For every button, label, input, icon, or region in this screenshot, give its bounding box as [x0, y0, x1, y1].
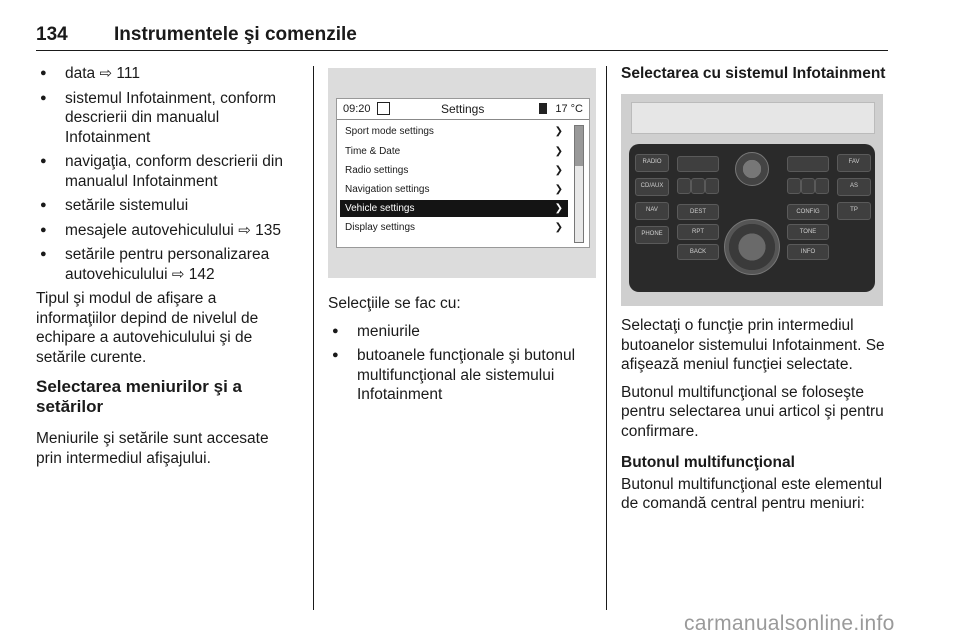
- page-number: 134: [36, 24, 68, 45]
- chevron-right-icon: ❯: [554, 184, 563, 195]
- paragraph: Butonul multifuncţional se foloseşte pentru selectarea unui articol şi pentru confirmare.: [621, 383, 884, 440]
- paragraph: Butonul multifuncţional este elementul de comandă central pentru meniuri:: [621, 475, 883, 512]
- column-divider: [606, 66, 607, 610]
- radio-button[interactable]: RADIO: [635, 154, 669, 172]
- list-item: ● data ⇨ 111: [36, 64, 298, 84]
- chevron-right-icon: ❯: [554, 203, 563, 214]
- info-button[interactable]: INFO: [787, 244, 829, 260]
- volume-knob-icon: [735, 152, 769, 186]
- section-heading: Selectarea cu sistemul Infotainment: [621, 65, 886, 82]
- chevron-right-icon: ❯: [554, 165, 563, 176]
- paragraph: Meniurile şi setările sunt accesate prin intermediul afişajului.: [36, 430, 269, 467]
- chapter-title: Instrumentele şi comenzile: [114, 24, 357, 45]
- console-panel: [629, 144, 875, 292]
- column-left: [36, 64, 298, 476]
- preset-button[interactable]: [815, 178, 829, 194]
- as-button[interactable]: AS: [837, 178, 871, 196]
- rpt-button[interactable]: RPT: [677, 224, 719, 240]
- page-header: [36, 12, 888, 51]
- phone-button[interactable]: PHONE: [635, 226, 669, 244]
- tone-button[interactable]: TONE: [787, 224, 829, 240]
- infotainment-console-figure: [621, 94, 883, 306]
- subsection-heading: Butonul multifuncţional: [621, 454, 795, 471]
- column-middle: [328, 68, 596, 410]
- page-ref: 135: [255, 221, 281, 239]
- watermark: carmanualsonline.info: [684, 612, 895, 635]
- cd-aux-button[interactable]: CD/AUX: [635, 178, 669, 196]
- chevron-right-icon: ❯: [554, 146, 563, 157]
- dest-button[interactable]: DEST: [677, 204, 719, 220]
- tp-button[interactable]: TP: [837, 202, 871, 220]
- feature-list: [36, 64, 298, 284]
- multifunction-knob-icon: [724, 219, 780, 275]
- settings-screen-figure: [328, 68, 596, 278]
- console-vent: [631, 102, 875, 134]
- seek-back-button[interactable]: [677, 156, 719, 172]
- list-item: ● sistemul Infotainment, conform descrierii din manualul Infotainment: [36, 89, 298, 148]
- back-button[interactable]: BACK: [677, 244, 719, 260]
- screen-scrollbar[interactable]: [574, 125, 584, 243]
- section-heading: Selectarea meniurilor şi a setărilor: [36, 377, 242, 416]
- screen-time: 09:20: [343, 103, 371, 115]
- screen-title: Settings: [441, 102, 485, 116]
- page-ref: 111: [116, 65, 140, 82]
- preset-button[interactable]: [691, 178, 705, 194]
- menu-item-vehicle[interactable]: Vehicle settings ❯: [340, 200, 568, 217]
- menu-item-sport-mode[interactable]: Sport mode settings ❯: [340, 123, 568, 140]
- page-ref-arrow-icon: ⇨: [99, 65, 113, 82]
- chevron-right-icon: ❯: [554, 126, 563, 137]
- scroll-thumb[interactable]: [575, 126, 583, 166]
- column-divider: [313, 66, 314, 610]
- preset-button[interactable]: [801, 178, 815, 194]
- chevron-right-icon: ❯: [554, 222, 563, 233]
- paragraph: Selectaţi o funcţie prin intermediul butoanelor sistemului Infotainment. Se afişează meniul funcţiei selectate.: [621, 317, 885, 373]
- preset-button[interactable]: [677, 178, 691, 194]
- temperature-icon: [539, 103, 547, 114]
- preset-button[interactable]: [787, 178, 801, 194]
- list-item: ● mesajele autovehiculului ⇨ 135: [36, 221, 298, 241]
- screen-status-bar: [337, 99, 589, 120]
- screen-temperature: 17 °C: [555, 103, 583, 115]
- page-ref: 142: [188, 265, 215, 283]
- nav-button[interactable]: NAV: [635, 202, 669, 220]
- page-ref-arrow-icon: ⇨: [171, 265, 185, 283]
- menu-item-display[interactable]: Display settings ❯: [340, 219, 568, 236]
- menu-item-radio[interactable]: Radio settings ❯: [340, 162, 568, 179]
- menu-item-time-date[interactable]: Time & Date ❯: [340, 143, 568, 160]
- paragraph: Tipul şi modul de afişare a informaţiilor depind de nivelul de echipare a autovehiculului şi de setările curente.: [36, 290, 259, 366]
- page-ref-arrow-icon: ⇨: [238, 221, 251, 239]
- list-item: ● setările sistemului: [36, 196, 298, 216]
- paragraph: Selecţiile se fac cu:: [328, 295, 461, 312]
- seek-forward-button[interactable]: [787, 156, 829, 172]
- back-icon: [377, 102, 390, 115]
- list-item: ● meniurile: [328, 322, 596, 342]
- selection-list: [328, 322, 596, 405]
- menu-item-navigation[interactable]: Navigation settings ❯: [340, 181, 568, 198]
- fav-button[interactable]: FAV: [837, 154, 871, 172]
- list-item: ● setările pentru personalizarea autovehiculului ⇨ 142: [36, 245, 298, 284]
- list-item: ● butoanele funcţionale şi butonul multifuncţional ale sistemului Infotainment: [328, 346, 596, 405]
- infotainment-screen: [336, 98, 590, 248]
- config-button[interactable]: CONFIG: [787, 204, 829, 220]
- column-right: [621, 64, 891, 522]
- preset-button[interactable]: [705, 178, 719, 194]
- list-item: ● navigaţia, conform descrierii din manualul Infotainment: [36, 152, 298, 191]
